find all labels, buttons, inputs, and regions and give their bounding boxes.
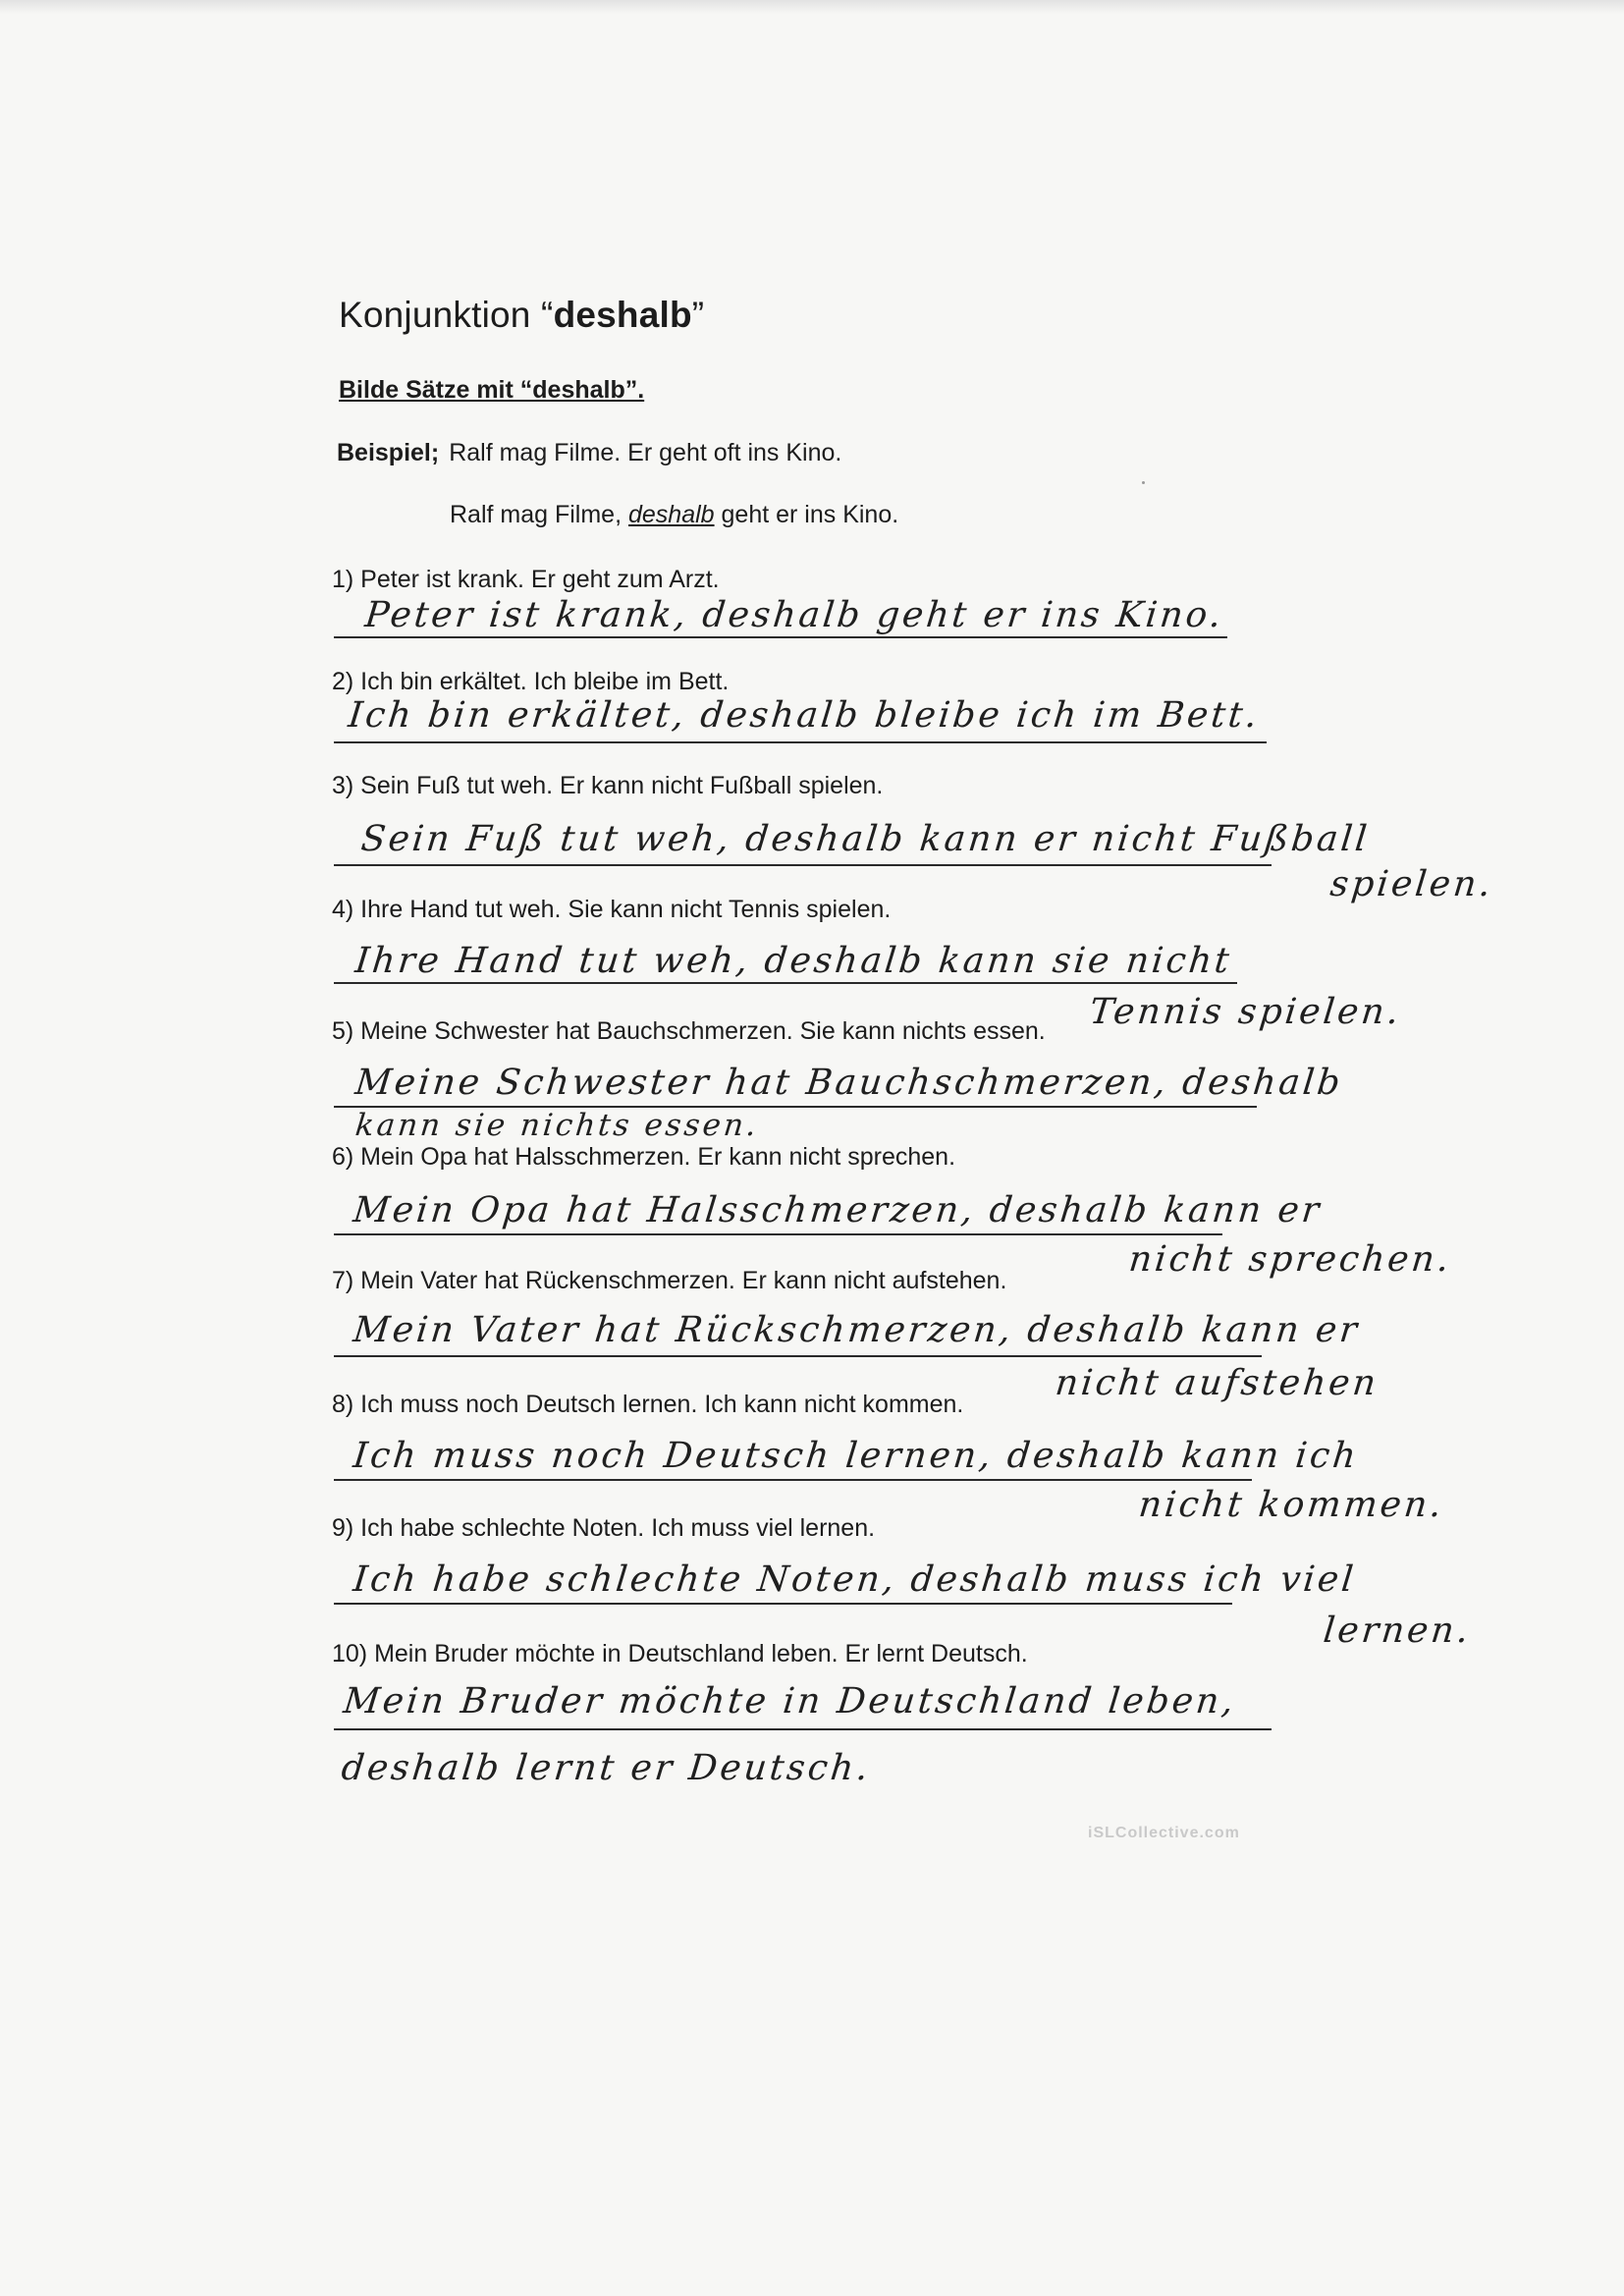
answer-line [334, 636, 1227, 638]
exercise-prompt: 10) Mein Bruder möchte in Deutschland leben. Er lernt Deutsch. [332, 1640, 1028, 1667]
answer-line [334, 1479, 1252, 1481]
handwritten-answer: Meine Schwester hat Bauchschmerzen, deshalb [352, 1063, 1345, 1103]
handwritten-answer-continued: deshalb lernt er Deutsch. [339, 1748, 873, 1788]
handwritten-answer-continued: nicht aufstehen [1053, 1363, 1381, 1403]
handwritten-answer: Mein Bruder möchte in Deutschland leben, [341, 1681, 1238, 1722]
answer-line [334, 1728, 1272, 1730]
exercise-prompt: 1) Peter ist krank. Er geht zum Arzt. [332, 566, 720, 593]
scan-speck [1142, 481, 1145, 484]
worksheet-title [339, 295, 704, 336]
example-answer [450, 501, 898, 529]
exercise-prompt: 4) Ihre Hand tut weh. Sie kann nicht Tennis spielen. [332, 896, 892, 923]
handwritten-answer-continued: nicht sprechen. [1126, 1239, 1454, 1280]
handwritten-answer-continued: kann sie nichts essen. [353, 1108, 761, 1143]
handwritten-answer: Ich habe schlechte Noten, deshalb muss ich viel [351, 1559, 1358, 1600]
handwritten-answer: Peter ist krank, deshalb geht er ins Kino. [362, 595, 1226, 635]
handwritten-answer: Ihre Hand tut weh, deshalb kann sie nicht [352, 941, 1234, 981]
title-prefix: Konjunktion “ [339, 295, 554, 335]
handwritten-answer: Mein Opa hat Halsschmerzen, deshalb kann er [351, 1190, 1325, 1230]
example-answer-conjunction: deshalb [627, 501, 715, 528]
handwritten-answer: Mein Vater hat Rückschmerzen, deshalb kann er [351, 1310, 1362, 1350]
exercise-prompt: 9) Ich habe schlechte Noten. Ich muss viel lernen. [332, 1514, 876, 1542]
handwritten-answer-continued: Tennis spielen. [1087, 992, 1404, 1032]
handwritten-answer: Ich muss noch Deutsch lernen, deshalb kann ich [351, 1436, 1361, 1476]
exercise-prompt: 6) Mein Opa hat Halsschmerzen. Er kann nicht sprechen. [332, 1143, 956, 1171]
example-answer-start: Ralf mag Filme, [450, 501, 628, 528]
instruction: Bilde Sätze mit “deshalb”. [339, 376, 645, 404]
title-keyword: deshalb [553, 295, 692, 335]
example-answer-end: geht er ins Kino. [714, 501, 899, 528]
example-label: Beispiel; [337, 439, 440, 466]
scan-edge [0, 0, 1624, 14]
handwritten-answer-continued: spielen. [1327, 864, 1495, 904]
exercise-prompt: 7) Mein Vater hat Rückenschmerzen. Er kann nicht aufstehen. [332, 1267, 1007, 1294]
answer-line [334, 1603, 1232, 1605]
exercise-prompt: 3) Sein Fuß tut weh. Er kann nicht Fußball spielen. [332, 772, 884, 799]
handwritten-answer-continued: nicht kommen. [1136, 1485, 1446, 1525]
handwritten-answer: Ich bin erkältet, deshalb bleibe ich im Bett. [346, 695, 1262, 736]
title-suffix: ” [691, 295, 705, 335]
answer-line [334, 741, 1267, 743]
example-text: Ralf mag Filme. Er geht oft ins Kino. [449, 439, 842, 466]
exercise-prompt: 8) Ich muss noch Deutsch lernen. Ich kann nicht kommen. [332, 1391, 964, 1418]
exercise-prompt: 5) Meine Schwester hat Bauchschmerzen. Sie kann nichts essen. [332, 1017, 1046, 1045]
example-sentence [337, 439, 841, 467]
answer-line [334, 864, 1272, 866]
handwritten-answer-continued: lernen. [1321, 1611, 1474, 1651]
answer-line [334, 1233, 1222, 1235]
answer-line [334, 1355, 1262, 1357]
watermark: iSLCollective.com [1088, 1825, 1240, 1841]
handwritten-answer: Sein Fuß tut weh, deshalb kann er nicht Fußball [358, 819, 1372, 859]
exercise-prompt: 2) Ich bin erkältet. Ich bleibe im Bett. [332, 668, 730, 695]
answer-line [334, 982, 1237, 984]
